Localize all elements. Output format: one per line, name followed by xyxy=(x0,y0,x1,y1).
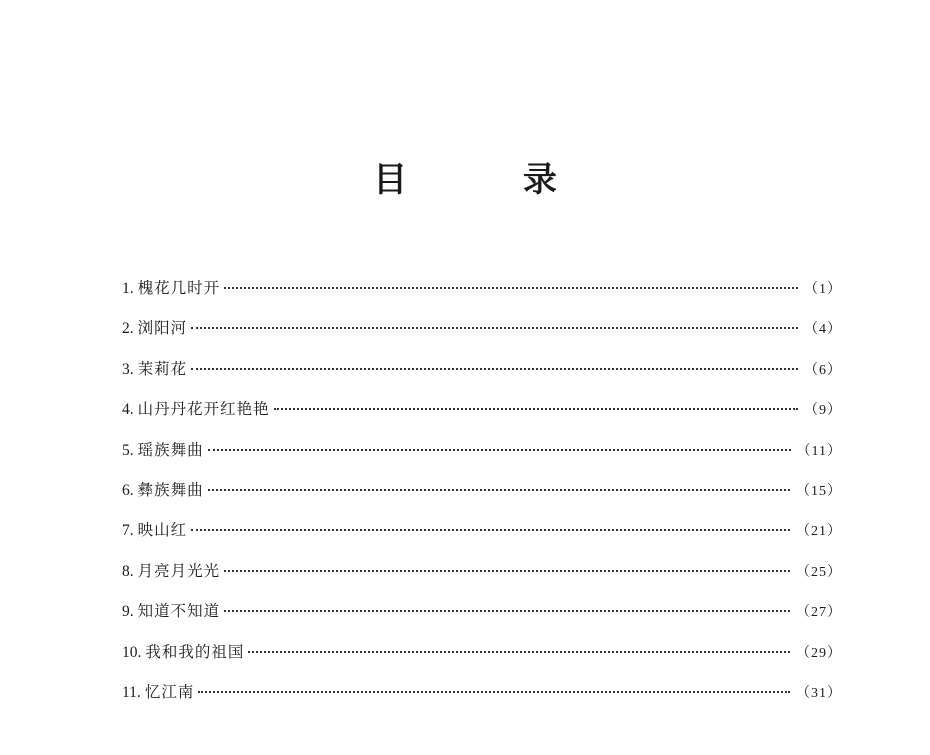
entry-number: 8. xyxy=(122,562,134,580)
entry-title: 映山红 xyxy=(137,521,188,540)
toc-entry[interactable] xyxy=(122,478,842,518)
entry-title: 茉莉花 xyxy=(137,359,188,378)
entry-page-number: （11） xyxy=(796,443,842,459)
toc-entry[interactable] xyxy=(122,357,842,397)
toc-entry[interactable] xyxy=(122,640,842,680)
dot-leader xyxy=(191,368,798,370)
toc-entry[interactable] xyxy=(122,316,842,356)
dot-leader xyxy=(274,408,798,410)
dot-leader xyxy=(198,691,790,693)
entry-number: 9. xyxy=(122,603,134,621)
toc-entry[interactable] xyxy=(122,599,842,639)
toc-entry[interactable] xyxy=(122,397,842,437)
dot-leader xyxy=(224,610,790,612)
entry-page-number: （6） xyxy=(804,362,842,378)
entry-number: 3. xyxy=(122,360,134,378)
dot-leader xyxy=(191,327,798,329)
entry-number: 10. xyxy=(122,643,142,661)
entry-title: 知道不知道 xyxy=(137,602,221,621)
entry-title: 忆江南 xyxy=(144,682,195,701)
entry-page-number: （27） xyxy=(796,605,842,621)
entry-page-number: （15） xyxy=(796,483,842,499)
toc-entry[interactable] xyxy=(122,680,842,720)
entry-number: 6. xyxy=(122,481,134,499)
toc-entry[interactable] xyxy=(122,518,842,558)
entry-title: 山丹丹花开红艳艳 xyxy=(137,400,270,419)
entry-page-number: （29） xyxy=(796,645,842,661)
toc-entry[interactable] xyxy=(122,438,842,478)
dot-leader xyxy=(224,287,798,289)
entry-title: 槐花几时开 xyxy=(137,279,221,297)
entry-page-number: （1） xyxy=(804,282,842,297)
entry-page-number: （31） xyxy=(796,685,842,701)
entry-number: 2. xyxy=(122,320,134,338)
dot-leader xyxy=(248,651,790,653)
dot-leader xyxy=(224,570,790,572)
entry-number: 11. xyxy=(122,683,141,701)
entry-title: 浏阳河 xyxy=(137,319,188,338)
dot-leader xyxy=(208,489,790,491)
table-of-contents xyxy=(122,276,842,720)
page-title: 目 录 xyxy=(373,160,609,200)
entry-title: 瑶族舞曲 xyxy=(137,440,204,459)
entry-page-number: （21） xyxy=(796,524,842,540)
dot-leader xyxy=(191,529,790,531)
entry-title: 我和我的祖国 xyxy=(145,642,245,661)
entry-number: 5. xyxy=(122,441,134,459)
entry-number: 4. xyxy=(122,401,134,419)
entry-title: 月亮月光光 xyxy=(137,561,221,580)
entry-page-number: （9） xyxy=(804,403,842,419)
entry-number: 7. xyxy=(122,522,134,540)
entry-page-number: （4） xyxy=(804,322,842,338)
entry-page-number: （25） xyxy=(796,564,842,580)
toc-entry[interactable] xyxy=(122,276,842,316)
dot-leader xyxy=(208,449,791,451)
entry-title: 彝族舞曲 xyxy=(137,480,204,499)
entry-number: 1. xyxy=(122,280,134,297)
toc-entry[interactable] xyxy=(122,559,842,599)
